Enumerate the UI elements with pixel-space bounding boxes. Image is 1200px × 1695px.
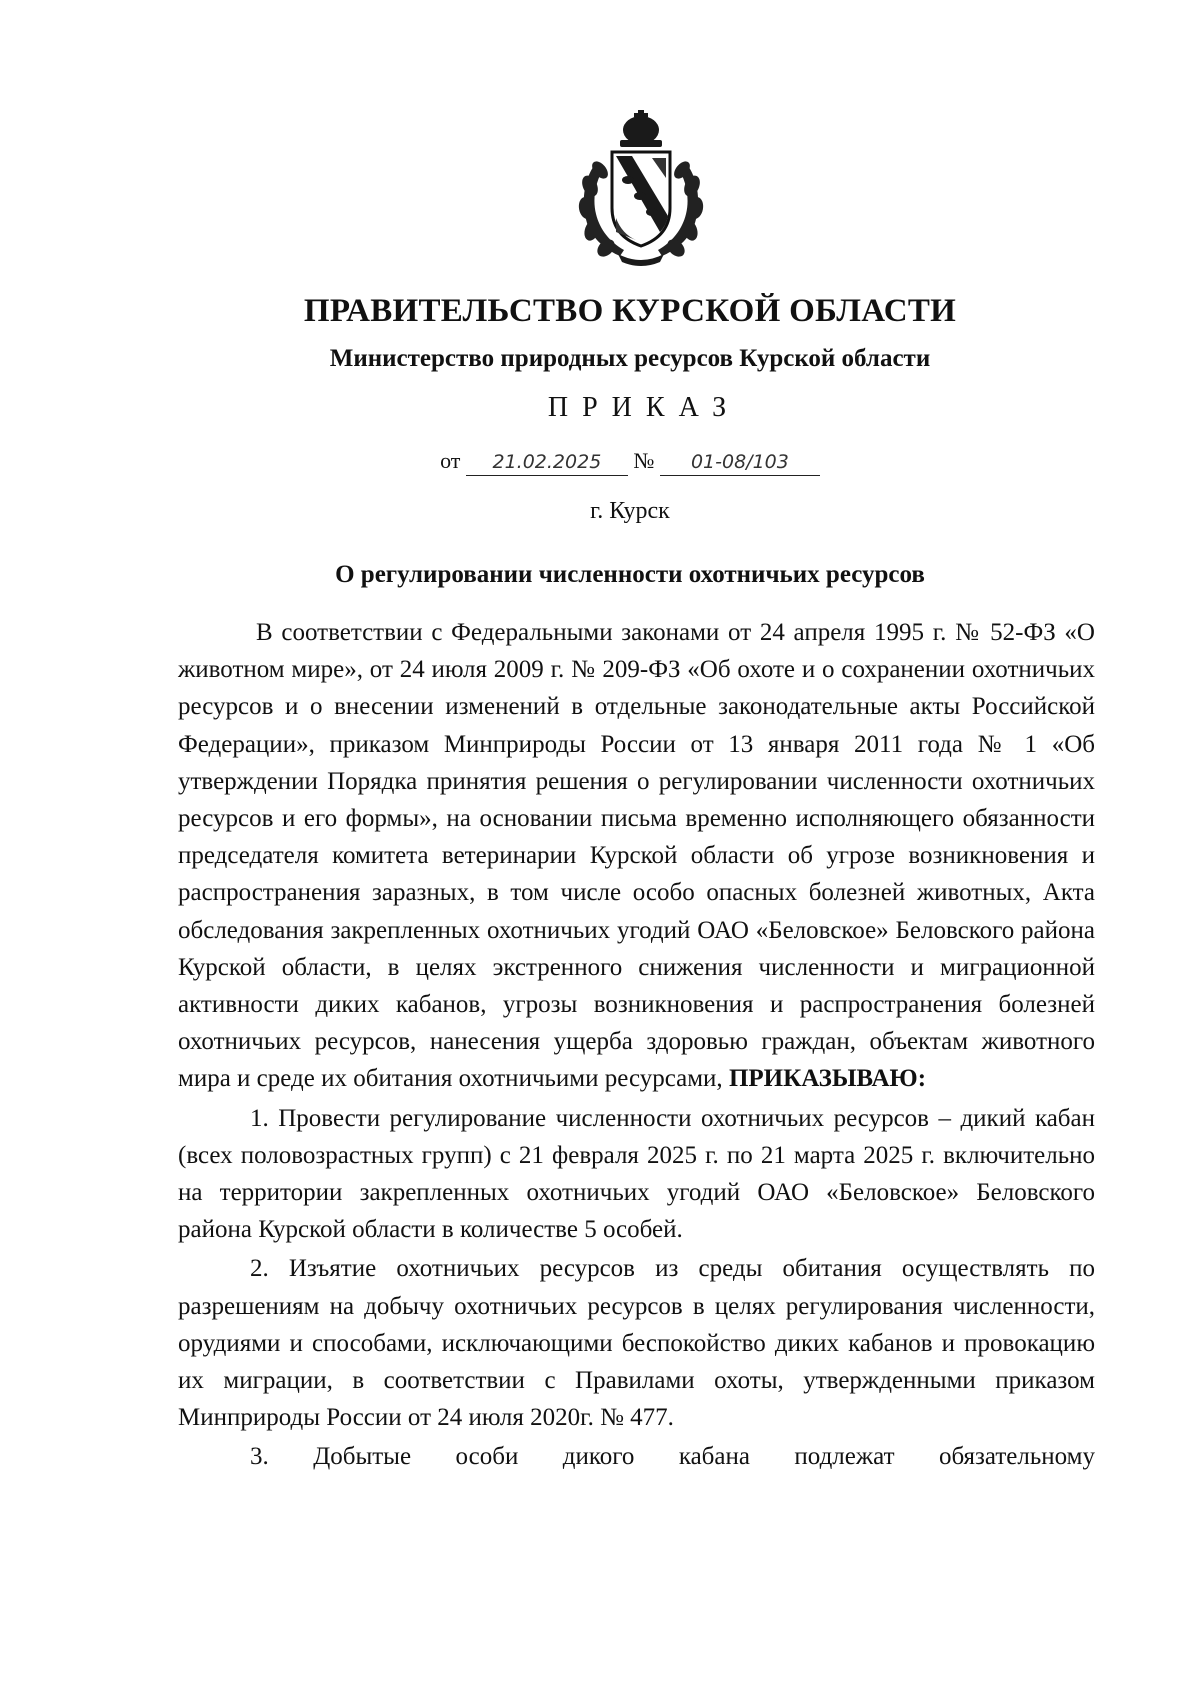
kursk-region-coat-of-arms-icon	[566, 108, 716, 268]
preamble-text: В соответствии с Федеральными законами от 24 апреля 1995 г. № 52-ФЗ «О животном мире», от 24 июля 2009 г. № 209-ФЗ «Об охоте и о сохранении охотничьих ресурсов и о внесении изменений в отдельные законодательные акты Российской Федерации», приказом Минприроды России от 13 января 2011 года № 1 «Об утверждении Порядка принятия решения о регулировании численности охотничьих ресурсов и его формы», на основании письма временно исполняющего обязанности председателя комитета ветеринарии Курской области об угрозе возникновения и распространения заразных, в том числе особо опасных болезней животных, Акта обследования закрепленных охотничьих угодий ОАО «Беловское» Беловского района Курской области, в целях экстренного снижения численности и миграционной активности диких кабанов, угрозы возникновения и распространения болезней охотничьих ресурсов, нанесения ущерба здоровью граждан, объектам животного мира и среде их обитания охотничьими ресурсами,	[178, 619, 1095, 1093]
date-prefix: от	[440, 448, 461, 473]
handwritten-number: 01-08/103	[660, 450, 820, 476]
handwritten-date: 21.02.2025	[466, 450, 628, 476]
city-line: г. Курск	[590, 498, 670, 524]
date-number-line	[160, 448, 1100, 476]
number-prefix: №	[633, 448, 655, 473]
government-title: ПРАВИТЕЛЬСТВО КУРСКОЙ ОБЛАСТИ	[303, 293, 957, 329]
document-type: ПРИКАЗ	[547, 392, 741, 423]
ministry-name: Министерство природных ресурсов Курской области	[329, 345, 931, 372]
order-item-1: 1. Провести регулирование численности охотничьих ресурсов – дикий кабан (всех половозрастных групп) с 21 февраля 2025 г. по 21 марта 2025 г. включительно на территории закрепленных охотничьих угодий ОАО «Беловское» Беловского района Курской области в количестве 5 особей.	[178, 1104, 1095, 1244]
order-word: ПРИКАЗЫВАЮ	[728, 1065, 918, 1093]
document-subject: О регулировании численности охотничьих ресурсов	[335, 561, 925, 588]
order-item-2: 2. Изъятие охотничьих ресурсов из среды обитания осуществлять по разрешениям на добычу охотничьих ресурсов в целях регулирования численности, орудиями и способами, исключающими беспокойство диких кабанов и провокацию их миграции, в соответствии с Правилами охоты, утвержденными приказом Минприроды России от 24 июля 2020г. № 477.	[178, 1255, 1095, 1432]
preamble-paragraph	[178, 614, 1095, 1098]
order-colon: :	[917, 1065, 927, 1093]
document-body	[178, 614, 1095, 1476]
order-item-3: 3. Добытые особи дикого кабана подлежат обязательному	[250, 1443, 1095, 1471]
